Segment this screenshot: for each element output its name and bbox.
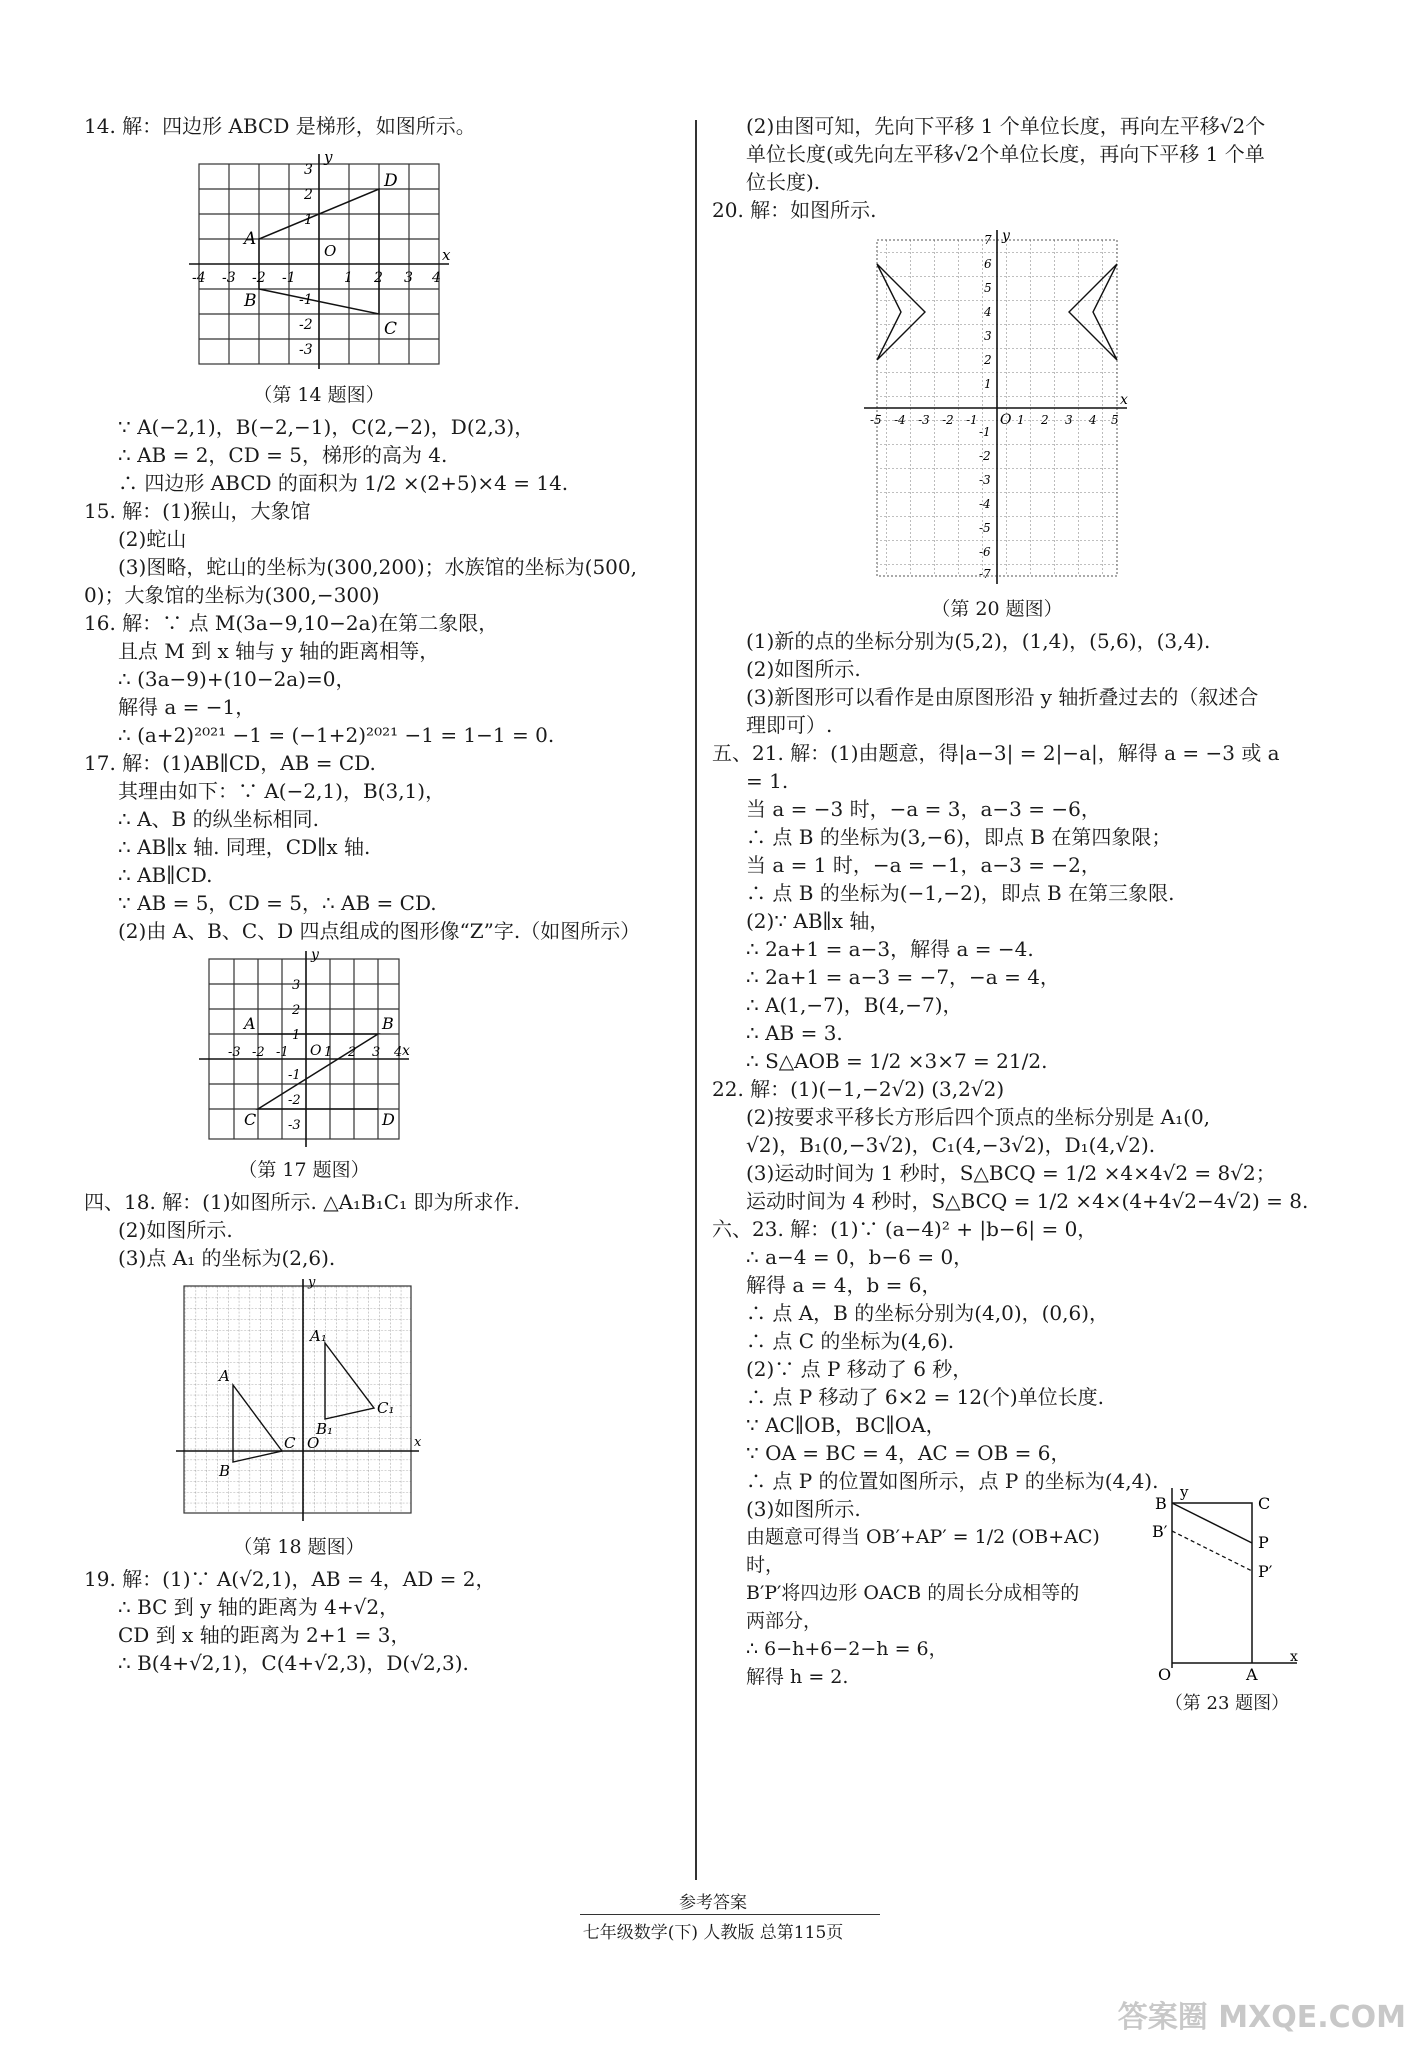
q16-line: 且点 M 到 x 轴与 y 轴的距离相等， (118, 639, 440, 663)
watermark: 答案圈 MXQE.COM (1117, 2000, 1406, 2035)
fig20-ytick: -7 (979, 567, 991, 581)
fig20-y-label: y (1002, 228, 1010, 244)
fig14-xtick: 2 (374, 270, 383, 286)
fig18-label-c: C (284, 1434, 296, 1452)
q23b-line: 两部分， (746, 1610, 823, 1632)
q21-line: ∴ AB = 3. (746, 1021, 843, 1045)
q21-line: 当 a = −3 时，−a = 3，a−3 = −6， (746, 797, 1101, 821)
fig18-label-b: B (219, 1462, 231, 1480)
fig17-xtick: 3 (372, 1045, 381, 1060)
q23-line: 解得 a = 4，b = 6， (746, 1273, 942, 1297)
q18-heading: 四、18. 解：(1)如图所示. △A₁B₁C₁ 即为所求作. (84, 1190, 520, 1214)
fig14-xtick: -2 (252, 270, 266, 286)
fig20-ytick: -6 (979, 545, 991, 559)
q19b-line: 位长度). (746, 170, 821, 194)
q17-heading: 17. 解：(1)AB∥CD，AB = CD. (84, 751, 376, 775)
figure-23 (1152, 1483, 1302, 1718)
fig20-ytick: -4 (979, 497, 991, 511)
q22-line: (3)运动时间为 1 秒时，S△BCQ = 1/2 ×4×4√2 = 8√2； (746, 1161, 1276, 1185)
q14-line: ∴ AB = 2，CD = 5，梯形的高为 4. (118, 443, 448, 467)
fig17-ytick: -3 (288, 1118, 301, 1133)
column-divider (695, 120, 697, 1880)
figure-17-graph (194, 949, 414, 1149)
fig18-label-b1: B₁ (316, 1420, 334, 1438)
fig17-xtick: 4 (394, 1045, 403, 1060)
q19-line: ∴ BC 到 y 轴的距离为 4+√2， (118, 1595, 400, 1619)
fig14-xtick: 4 (432, 270, 441, 286)
q23b-line: ∴ 6−h+6−2−h = 6， (746, 1638, 948, 1660)
q21-line: ∴ 点 B 的坐标为(−1,−2)，即点 B 在第三象限. (746, 881, 1175, 905)
fig20-xtick: 2 (1041, 413, 1049, 427)
fig17-xtick: -2 (252, 1045, 265, 1060)
q21-heading: 五、21. 解：(1)由题意，得|a−3| = 2|−a|，解得 a = −3 或 a (712, 741, 1280, 765)
fig20-xtick: 1 (1017, 413, 1025, 427)
fig23-lines (1172, 1488, 1297, 1668)
fig20-origin: O (1000, 412, 1012, 428)
fig14-xtick: 1 (344, 270, 353, 286)
q19-line: CD 到 x 轴的距离为 2+1 = 3， (118, 1623, 411, 1647)
footer-divider (580, 1914, 880, 1915)
fig20-xtick: 5 (1111, 413, 1119, 427)
q19-line: ∴ B(4+√2,1)，C(4+√2,3)，D(√2,3). (118, 1651, 469, 1675)
fig14-caption: （第 14 题图） (253, 384, 385, 406)
fig20-ytick: -2 (979, 449, 991, 463)
fig18-label-a1: A₁ (310, 1327, 327, 1345)
fig20-ytick: -1 (979, 425, 991, 439)
fig17-ytick: 2 (292, 1003, 301, 1018)
right-column (712, 112, 1342, 1714)
fig23-origin: O (1158, 1665, 1172, 1683)
fig20-ytick: 3 (984, 329, 992, 343)
q17-line: ∵ AB = 5，CD = 5，∴ AB = CD. (118, 891, 437, 915)
fig20-xtick: -2 (942, 413, 954, 427)
q21-line: 当 a = 1 时，−a = −1，a−3 = −2， (746, 853, 1101, 877)
q23-line: ∵ OA = BC = 4，AC = OB = 6， (746, 1441, 1071, 1465)
fig14-xtick: -4 (192, 270, 206, 286)
q23b-line: 由题意可得当 OB′+AP′ = 1/2 (OB+AC) (746, 1526, 1100, 1548)
fig18-label-c1: C₁ (377, 1399, 395, 1417)
q16-line: ∴ (3a−9)+(10−2a)=0， (118, 667, 356, 691)
fig17-xtick: -1 (276, 1045, 289, 1060)
fig17-xtick: 2 (348, 1045, 357, 1060)
fig18-origin: O (307, 1434, 320, 1452)
q23b-line: B′P′将四边形 OACB 的周长分成相等的 (746, 1582, 1080, 1604)
figure-18-graph (174, 1276, 424, 1526)
q21-line: ∴ S△AOB = 1/2 ×3×7 = 21/2. (746, 1049, 1048, 1073)
q23-part3-text (746, 1523, 1100, 1691)
fig17-origin: O (310, 1043, 322, 1059)
q23b-line: 解得 h = 2. (746, 1666, 849, 1688)
fig20-xtick: 3 (1065, 413, 1073, 427)
q22-line: (2)按要求平移长方形后四个顶点的坐标分别是 A₁(0, (746, 1105, 1211, 1129)
figure-17 (194, 949, 684, 1184)
q23-line: ∴ a−4 = 0，b−6 = 0， (746, 1245, 974, 1269)
q14-line: ∵ A(−2,1)，B(−2,−1)，C(2,−2)，D(2,3)， (118, 415, 535, 439)
left-column (84, 112, 684, 1677)
q19b-line: 单位长度(或先向左平移√2个单位长度，再向下平移 1 个单 (746, 142, 1265, 166)
fig17-label-d: D (382, 1110, 395, 1129)
fig14-origin: O (324, 242, 337, 260)
fig20-ytick: 1 (984, 377, 992, 391)
fig20-xtick: -1 (966, 413, 978, 427)
q18-line: (3)点 A₁ 的坐标为(2,6). (118, 1246, 336, 1270)
q21-line: (2)∵ AB∥x 轴， (746, 909, 890, 933)
fig17-label-b: B (382, 1014, 394, 1033)
fig20-xtick: 4 (1089, 413, 1097, 427)
q16-line: ∴ (a+2)²⁰²¹ −1 = (−1+2)²⁰²¹ −1 = 1−1 = 0. (118, 723, 555, 747)
q20-line: (2)如图所示. (746, 657, 861, 681)
fig23-label-b-prime: B′ (1152, 1522, 1168, 1541)
fig14-y-label: y (324, 148, 333, 166)
fig20-ytick: -5 (979, 521, 991, 535)
fig23-label-p-prime: P′ (1258, 1562, 1273, 1581)
q16-line: 解得 a = −1， (118, 695, 256, 719)
q17-line: ∴ AB∥CD. (118, 863, 213, 887)
fig17-label-a: A (244, 1014, 256, 1033)
figure-20-graph (862, 228, 1132, 588)
fig14-label-c: C (384, 319, 398, 339)
q21-line: ∴ 点 B 的坐标为(3,−6)，即点 B 在第四象限； (746, 825, 1172, 849)
figure-14 (184, 144, 684, 409)
fig18-label-a: A (219, 1367, 230, 1385)
fig20-ytick: 2 (984, 353, 992, 367)
q15-line: (2)蛇山 (118, 527, 187, 551)
fig14-ytick: 2 (304, 187, 313, 203)
q22-line: 运动时间为 4 秒时，S△BCQ = 1/2 ×4×(4+4√2−4√2) = 8. (746, 1189, 1309, 1213)
fig14-label-a: A (244, 229, 257, 249)
q18-line: (2)如图所示. (118, 1218, 233, 1242)
fig20-xtick: -5 (870, 413, 882, 427)
figure-14-graph (184, 144, 454, 374)
q23-line: ∴ 点 A，B 的坐标分别为(4,0)，(0,6)， (746, 1301, 1110, 1325)
fig14-yticks (299, 162, 313, 358)
q21-line: = 1. (746, 769, 789, 793)
fig20-ytick: -3 (979, 473, 991, 487)
q21-line: ∴ 2a+1 = a−3，解得 a = −4. (746, 937, 1034, 961)
q20-line: 理即可）. (746, 713, 833, 737)
q17-line: (2)由 A、B、C、D 四点组成的图形像“Z”字.（如图所示） (118, 919, 641, 943)
fig14-xtick: -1 (282, 270, 296, 286)
fig17-ytick: 3 (292, 978, 301, 993)
fig20-ytick: 5 (984, 281, 992, 295)
fig14-label-d: D (384, 171, 398, 191)
fig23-caption: （第 23 题图） (1164, 1693, 1290, 1714)
fig14-xtick: 3 (404, 270, 413, 286)
fig23-label-a: A (1246, 1665, 1258, 1683)
q22-heading: 22. 解：(1)(−1,−2√2) (3,2√2) (712, 1077, 1005, 1101)
fig23-label-b: B (1155, 1494, 1167, 1513)
fig17-caption: （第 17 题图） (238, 1159, 370, 1181)
footer-subtitle: 七年级数学(下) 人教版 总第115页 (582, 1923, 844, 1943)
fig20-xtick: -4 (894, 413, 906, 427)
fig14-axes (189, 154, 449, 369)
fig14-ytick: 3 (304, 162, 313, 178)
fig17-xtick: 1 (324, 1045, 333, 1060)
q20-line: (1)新的点的坐标分别为(5,2)，(1,4)，(5,6)，(3,4). (746, 629, 1211, 653)
figure-23-graph (1152, 1483, 1302, 1683)
fig17-y-label: y (311, 949, 319, 963)
fig14-x-label: x (442, 246, 451, 264)
fig20-caption: （第 20 题图） (931, 598, 1063, 620)
q14-heading: 14. 解：四边形 ABCD 是梯形，如图所示。 (84, 114, 476, 138)
footer-title: 参考答案 (679, 1893, 747, 1913)
fig17-ytick: 1 (292, 1028, 301, 1043)
fig20-ytick: 4 (984, 305, 992, 319)
q17-line: 其理由如下：∵ A(−2,1)，B(3,1)， (118, 779, 446, 803)
figure-20 (862, 228, 1342, 623)
q23b-line: 时， (746, 1554, 785, 1576)
q17-line: ∴ A、B 的纵坐标相同. (118, 807, 319, 831)
fig14-ytick: -2 (299, 317, 313, 333)
figure-18 (174, 1276, 684, 1561)
q23-line: (2)∵ 点 P 移动了 6 秒， (746, 1357, 973, 1381)
fig23-label-p: P (1258, 1533, 1269, 1552)
fig14-xticks (192, 270, 441, 286)
q21-line: ∴ 2a+1 = a−3 = −7，−a = 4， (746, 965, 1060, 989)
q21-line: ∴ A(1,−7)，B(4,−7)， (746, 993, 963, 1017)
fig14-ytick: -1 (299, 292, 313, 308)
fig23-y-label: y (1180, 1483, 1189, 1501)
fig20-ytick: 6 (984, 257, 992, 271)
fig14-label-b: B (244, 291, 257, 311)
q23-line: ∴ 点 P 移动了 6×2 = 12(个)单位长度. (746, 1385, 1104, 1409)
q23-line: ∵ AC∥OB，BC∥OA， (746, 1413, 946, 1437)
fig20-xtick: -3 (918, 413, 930, 427)
fig17-label-c: C (244, 1110, 257, 1129)
fig17-ytick: -2 (288, 1093, 301, 1108)
fig18-x-label: x (414, 1435, 422, 1450)
q23-line: ∴ 点 C 的坐标为(4,6). (746, 1329, 955, 1353)
q19b-line: (2)由图可知，先向下平移 1 个单位长度，再向左平移√2个 (746, 114, 1266, 138)
fig14-ytick: -3 (299, 342, 313, 358)
q23-line: ∴ 点 P 的位置如图所示，点 P 的坐标为(4,4). (746, 1469, 1159, 1493)
q14-line: ∴ 四边形 ABCD 的面积为 1/2 ×(2+5)×4 = 14. (118, 471, 569, 495)
fig14-xtick: -3 (222, 270, 236, 286)
fig18-y-label: y (308, 1276, 316, 1290)
fig17-xtick: -3 (228, 1045, 241, 1060)
q19-heading: 19. 解：(1)∵ A(√2,1)，AB = 4，AD = 2， (84, 1567, 496, 1591)
q20-line: (3)新图形可以看作是由原图形沿 y 轴折叠过去的（叙述合 (746, 685, 1259, 709)
fig20-x-label: x (1120, 392, 1128, 408)
q15-line: (3)图略，蛇山的坐标为(300,200)；水族馆的坐标为(500, (118, 555, 637, 579)
fig18-caption: （第 18 题图） (233, 1536, 365, 1558)
q23-heading: 六、23. 解：(1)∵ (a−4)² + |b−6| = 0， (712, 1217, 1098, 1241)
q17-line: ∴ AB∥x 轴. 同理，CD∥x 轴. (118, 835, 371, 859)
fig14-ytick: 1 (304, 212, 313, 228)
q16-heading: 16. 解：∵ 点 M(3a−9,10−2a)在第二象限， (84, 611, 499, 635)
q15-heading: 15. 解：(1)猴山，大象馆 (84, 499, 311, 523)
q22-line: √2)，B₁(0,−3√2)，C₁(4,−3√2)，D₁(4,√2). (746, 1133, 1156, 1157)
fig23-label-c: C (1258, 1494, 1271, 1513)
fig17-ytick: -1 (288, 1068, 301, 1083)
q23-line: (3)如图所示. (746, 1497, 861, 1521)
fig20-ytick: 7 (984, 233, 992, 247)
q20-heading: 20. 解：如图所示. (712, 198, 877, 222)
fig17-x-label: x (402, 1043, 410, 1059)
q15-line: 0)；大象馆的坐标为(300,−300) (84, 583, 380, 607)
fig23-x-label: x (1290, 1649, 1298, 1665)
